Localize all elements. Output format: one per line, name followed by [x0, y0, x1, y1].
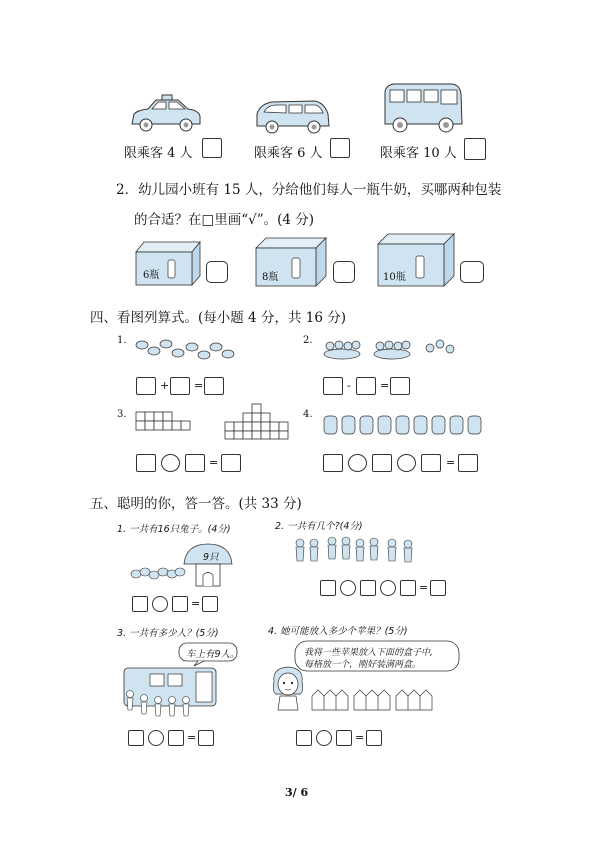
item-4-4-number: 4. — [303, 409, 313, 420]
eq-4-2-box-2[interactable] — [356, 377, 376, 395]
eq-4-1-box-3[interactable] — [204, 377, 224, 395]
girl-bubble-line-1: 我将一些苹果放入下面的盒子中, — [304, 648, 433, 658]
section-5-title: 五、聪明的你，答一答。(共 33 分) — [90, 496, 302, 512]
milk-pack-6-label: 6瓶 — [143, 270, 160, 281]
q5-3-text: 3. 一共有多少人？(5分) — [117, 628, 219, 639]
eq-5-2-operator-circle-2[interactable] — [380, 580, 396, 596]
eq-4-3-box-1[interactable] — [136, 454, 156, 472]
eq-4-4-operator-circle-2[interactable] — [397, 454, 416, 472]
answer-box-pack-6[interactable] — [206, 261, 228, 283]
eq-4-4-equals: = — [446, 456, 456, 469]
item-4-1-number: 1. — [117, 335, 127, 346]
mushroom-label: 9只 — [203, 552, 219, 563]
eq-5-2-equals: = — [419, 581, 429, 594]
eq-5-4-box-1[interactable] — [296, 730, 312, 746]
eq-5-3-operator-circle[interactable] — [148, 730, 164, 746]
eq-5-4-box-2[interactable] — [336, 730, 352, 746]
answer-box-pack-8[interactable] — [333, 261, 355, 283]
girl-bubble-line-2: 每格放一个，刚好装满两盒。 — [304, 660, 422, 670]
q5-1-text: 1. 一共有16只兔子。(4分) — [117, 524, 231, 535]
section-4-title: 四、看图列算式。(每小题 4 分，共 16 分) — [90, 310, 346, 326]
eq-5-2-box-1[interactable] — [320, 580, 336, 596]
bus-bubble-text: 车上有9人。 — [186, 649, 240, 660]
eq-5-3-box-3[interactable] — [198, 730, 214, 746]
taxi-icon — [128, 94, 204, 134]
eq-5-2-box-3[interactable] — [400, 580, 416, 596]
eq-5-3-box-2[interactable] — [168, 730, 184, 746]
rabbits-icon — [130, 562, 186, 582]
eq-5-2-operator-circle-1[interactable] — [340, 580, 356, 596]
eq-4-2-box-3[interactable] — [390, 377, 410, 395]
q2-line-2: 的合适？在□里画“√”。(4 分) — [134, 212, 315, 228]
eq-4-3-box-2[interactable] — [185, 454, 205, 472]
eq-4-4-box-3[interactable] — [421, 454, 441, 472]
answer-box-taxi[interactable] — [202, 138, 222, 158]
minibus-icon — [382, 82, 464, 134]
eq-5-4-operator-circle[interactable] — [316, 730, 332, 746]
item-4-3-number: 3. — [117, 409, 127, 420]
chicks-icon — [322, 336, 462, 362]
eq-4-3-equals: = — [209, 456, 219, 469]
q2-line-1: 2．幼儿园小班有 15 人，分给他们每人一瓶牛奶，买哪两种包装 — [116, 182, 502, 198]
birds-icon — [132, 335, 237, 363]
page-number: 3/ 6 — [285, 786, 309, 799]
minibus-capacity-label: 限乘客 10 人 — [380, 146, 457, 161]
eq-4-2-box-1[interactable] — [323, 377, 343, 395]
eq-4-4-box-4[interactable] — [458, 454, 478, 472]
eq-5-3-equals: = — [187, 731, 197, 744]
children-icon — [292, 535, 442, 571]
answer-box-van[interactable] — [330, 138, 350, 158]
eq-5-1-box-3[interactable] — [202, 596, 218, 612]
item-4-2-number: 2. — [303, 335, 313, 346]
eq-4-3-operator-circle[interactable] — [161, 454, 180, 472]
eq-4-1-equals: = — [194, 379, 204, 392]
cubes-icon — [134, 402, 294, 440]
q5-2-text: 2. 一共有几个?(4分) — [275, 521, 363, 532]
eq-5-2-box-4[interactable] — [430, 580, 446, 596]
eq-5-1-equals: = — [191, 597, 201, 610]
eq-5-4-equals: = — [355, 731, 365, 744]
eq-4-1-box-2[interactable] — [170, 377, 190, 395]
van-icon — [254, 96, 332, 136]
eq-4-2-equals: = — [380, 379, 390, 392]
eq-4-4-box-2[interactable] — [372, 454, 392, 472]
answer-box-minibus[interactable] — [464, 138, 486, 160]
eq-4-1-box-1[interactable] — [136, 377, 156, 395]
van-capacity-label: 限乘客 6 人 — [254, 146, 323, 161]
bus-icon — [120, 664, 220, 724]
eq-4-4-box-1[interactable] — [323, 454, 343, 472]
girl-icon — [268, 664, 308, 712]
eq-5-4-box-3[interactable] — [366, 730, 382, 746]
answer-box-pack-10[interactable] — [460, 261, 484, 283]
eq-5-1-operator-circle[interactable] — [152, 596, 168, 612]
eq-5-2-box-2[interactable] — [360, 580, 376, 596]
milk-pack-10-label: 10瓶 — [383, 272, 406, 283]
apple-boxes-icon — [310, 684, 434, 712]
q5-4-text: 4. 她可能放入多少个苹果？(5分) — [268, 626, 408, 637]
eq-5-1-box-2[interactable] — [172, 596, 188, 612]
eq-4-2-minus: - — [347, 379, 351, 392]
candies-icon — [322, 413, 494, 437]
eq-4-4-operator-circle-1[interactable] — [348, 454, 367, 472]
taxi-capacity-label: 限乘客 4 人 — [124, 146, 193, 161]
eq-5-1-box-1[interactable] — [132, 596, 148, 612]
eq-4-3-box-3[interactable] — [221, 454, 241, 472]
eq-5-3-box-1[interactable] — [128, 730, 144, 746]
milk-pack-8-label: 8瓶 — [262, 272, 279, 283]
eq-4-1-plus: + — [160, 379, 170, 392]
